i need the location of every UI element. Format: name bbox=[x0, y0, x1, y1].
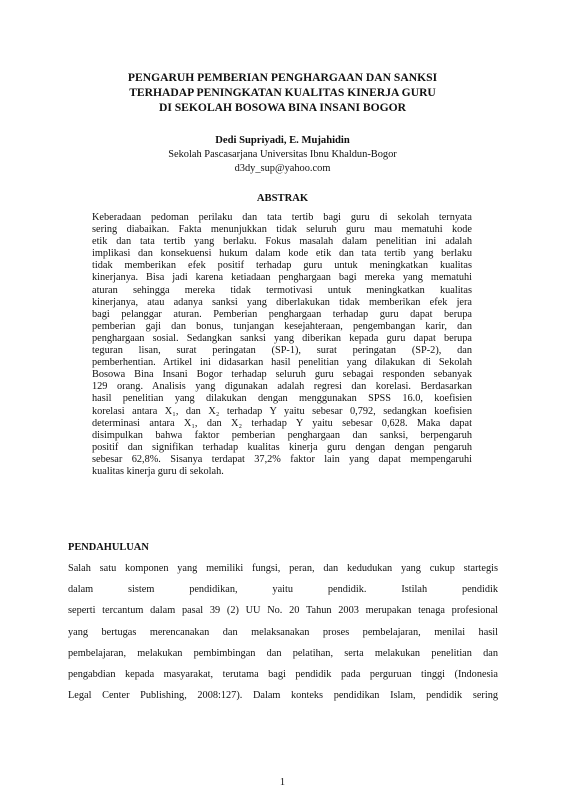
abstract-line: tidak memberikan efek positif terhadap guru untuk meningkatkan kualitas bbox=[92, 260, 472, 272]
body-line: dalam sistem pendidikan, yaitu pendidik. Istilah pendidik bbox=[68, 584, 498, 596]
body-line: pembelajaran, melakukan pembimbingan dan pelatihan, serta melakukan penelitian dan bbox=[68, 647, 498, 659]
abstract-heading: ABSTRAK bbox=[256, 193, 309, 204]
title-line: DI SEKOLAH BOSOWA BINA INSANI BOGOR bbox=[158, 101, 407, 114]
abstract-line: hasil penelitian yang dilakukan dengan menggunakan SPSS 16.0, koefisien bbox=[92, 393, 472, 405]
abstract-line: disimpulkan bahwa faktor pemberian penghargaan dan sanksi, berpengaruh bbox=[92, 429, 472, 441]
abstract-line: teguran lisan, surat peringatan (SP-1), surat peringatan (SP-2), dan bbox=[92, 345, 472, 357]
abstract-line: penghargaan sosial. Sedangkan sanksi yang diberikan kepada guru dapat berupa bbox=[92, 332, 472, 344]
abstract-line: 129 orang. Analisis yang digunakan adalah regresi dan korelasi. Berdasarkan bbox=[92, 381, 472, 393]
body-text bbox=[68, 558, 498, 706]
body-line: seperti tercantum dalam pasal 39 (2) UU No. 20 Tahun 2003 merupakan tenaga profesional bbox=[68, 605, 498, 617]
abstract-line: pemberian gaji dan bonus, tunjangan kesejahteraan, pengembangan karir, dan bbox=[92, 320, 472, 332]
author-email: d3dy_sup@yahoo.com bbox=[234, 163, 331, 174]
body-line: Salah satu komponen yang memiliki fungsi, peran, dan kedudukan yang cukup startegis bbox=[68, 563, 498, 574]
abstract-line: implikasi dan konsekuensi hukum dalam kode etik dan tata tertib yang berlaku bbox=[92, 248, 472, 260]
abstract-line: aturan sehingga mereka tidak termotivasi untuk meningkatkan kualitas bbox=[92, 284, 472, 296]
authors: Dedi Supriyadi, E. Mujahidin bbox=[215, 135, 350, 146]
abstract-line: kinerjanya. Bisa jadi karena ketiadaan penghargaan bagi mereka yang mematuhi bbox=[92, 272, 472, 284]
abstract-line: sering diabaikan. Fakta menunjukkan tidak seluruh guru mau mematuhi kode bbox=[92, 224, 472, 236]
abstract-line: kinerjanya, atau adanya sanksi yang diberlakukan tidak memberikan efek jera bbox=[92, 296, 472, 308]
abstract-text bbox=[92, 212, 472, 478]
abstract-line: bagi pelanggar aturan. Pemberian penghargaan terhadap guru dapat berupa bbox=[92, 308, 472, 320]
page-number: 1 bbox=[279, 777, 286, 788]
abstract-line: Keberadaan pedoman perilaku dan tata tertib bagi guru di sekolah ternyata bbox=[92, 212, 472, 223]
abstract-line: determinasi antara X₁, dan X₂ terhadap Y yaitu sebesar 0,628. Maka dapat bbox=[92, 417, 472, 429]
paper-title bbox=[70, 70, 495, 115]
abstract-line: Bosowa Bina Insani Bogor terhadap seluruh guru sebagai responden sebanyak bbox=[92, 369, 472, 381]
body-line: yang bertugas merencanakan dan melaksanakan proses pembelajaran, menilai hasil bbox=[68, 626, 498, 638]
title-line: PENGARUH PEMBERIAN PENGHARGAAN DAN SANKSI bbox=[127, 71, 438, 84]
abstract-line: pemberhentian. Artikel ini didasarkan hasil penelitian yang dilakukan di Sekolah bbox=[92, 357, 472, 369]
abstract-line: positif dan signifikan terhadap kualitas kinerja guru dengan dengan pengaruh bbox=[92, 441, 472, 453]
body-line: Legal Center Publishing, 2008:127). Dalam konteks pendidikan Islam, pendidik sering bbox=[68, 690, 498, 702]
abstract-line: korelasi antara X₁, dan X₂ terhadap Y yaitu sebesar 0,792, sedangkan koefisien bbox=[92, 405, 472, 417]
abstract-line: etik dan tata tertib yang berlaku. Fokus masalah dalam penelitian ini adalah bbox=[92, 236, 472, 248]
title-line: TERHADAP PENINGKATAN KUALITAS KINERJA GURU bbox=[129, 86, 436, 99]
affiliation: Sekolah Pascasarjana Universitas Ibnu Khaldun-Bogor bbox=[168, 149, 397, 160]
abstract-line: kualitas kinerja guru di sekolah. bbox=[92, 465, 224, 477]
body-line: pengabdian kepada masyarakat, terutama bagi pendidik pada perguruan tinggi (Indonesia bbox=[68, 669, 498, 681]
abstract-line: sebesar 62,8%. Sisanya terdapat 37,2% faktor lain yang dapat mempengaruhi bbox=[92, 453, 472, 465]
section-heading: PENDAHULUAN bbox=[68, 542, 149, 553]
